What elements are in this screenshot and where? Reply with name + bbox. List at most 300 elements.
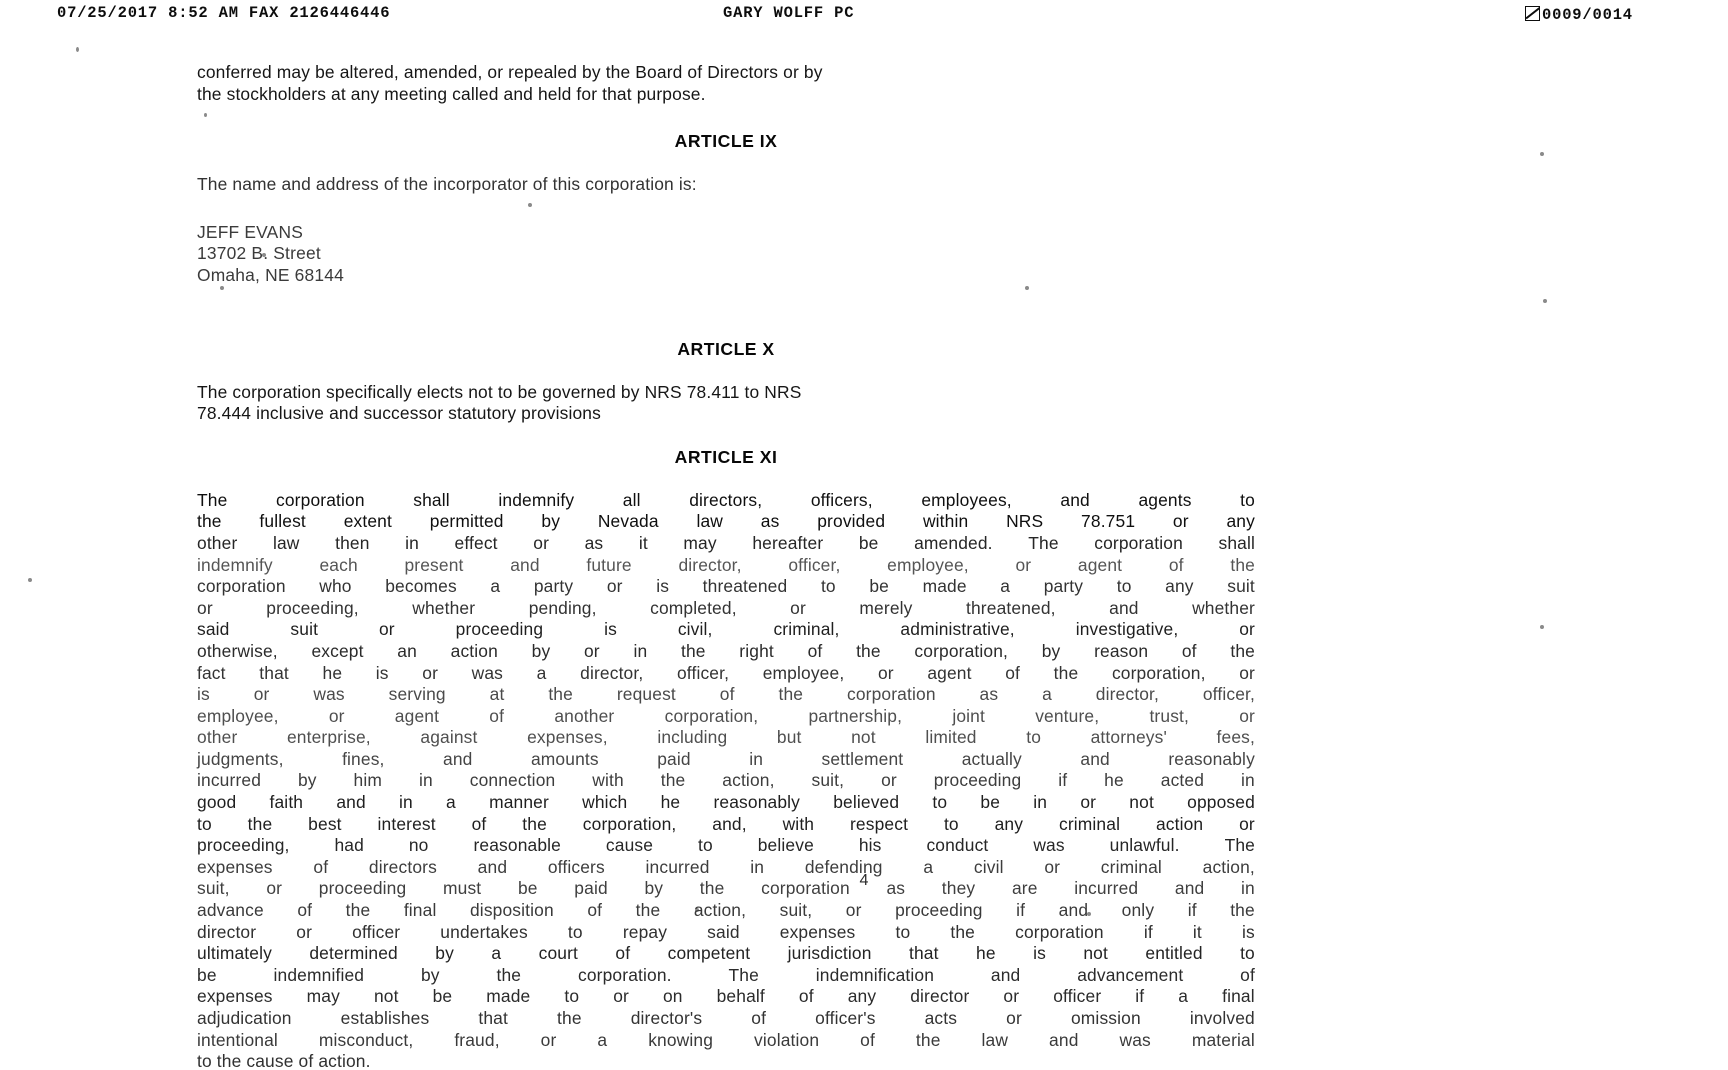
word: investigative, [1075,619,1179,640]
article-xi-line [197,943,1255,965]
word: law [981,1029,1009,1050]
word: suit, [197,878,230,899]
word: director [197,921,257,942]
article-xi-line [197,511,1255,533]
word: action [1155,813,1204,834]
word: action, [693,900,747,921]
word: and [1060,489,1090,510]
document-body [197,62,1255,1070]
word: directors [368,856,437,877]
word: and [1109,597,1139,618]
word: be [980,792,1001,813]
word: be [197,964,217,985]
article-xi-paragraph [197,490,1255,1070]
word: a [1000,576,1011,597]
word: not [373,986,399,1007]
incorporator-name: JEFF EVANS [197,221,304,242]
word: jurisdiction [787,943,872,964]
word: criminal, [773,619,840,640]
word: if [1058,770,1068,791]
word: a [536,662,547,683]
word: or [328,705,345,726]
word: and [510,554,540,575]
word: he [976,943,996,964]
word: each [319,554,358,575]
word: of [719,684,735,705]
word: by [297,770,317,791]
word: said [707,921,740,942]
word: other [197,727,238,748]
word: that [478,1008,508,1028]
article-xi-line [197,770,1255,792]
word: another [554,705,615,726]
scan-artifact-speck [28,578,32,582]
word: on [662,986,683,1007]
word: completed, [650,597,737,618]
word: entitled [1145,943,1203,964]
word: agent [1077,554,1123,575]
word: and [477,856,508,877]
word: to [1026,727,1042,748]
word: then [335,532,370,553]
word: director [910,986,970,1007]
word: amended. [914,532,993,553]
word: had [334,835,364,856]
word: which [582,792,628,813]
word: or [790,597,806,618]
word: the [557,1008,582,1028]
word: final [1222,986,1255,1007]
word: good [197,792,237,813]
word: must [443,878,482,899]
word: material [1191,1029,1255,1050]
word: with [782,813,815,834]
word: if [1143,921,1153,942]
word: or [583,640,600,661]
article-xi-line [197,727,1255,749]
word: or [422,662,439,683]
word: in [1240,770,1255,791]
word: if [1187,900,1197,921]
word: whether [1192,597,1255,618]
word: is [1033,943,1046,964]
word: by [644,878,664,899]
word: and, [712,813,747,834]
word: unlawful. [1109,835,1180,856]
word: officers, [810,489,873,510]
word: a [446,792,456,813]
word: attorneys' [1090,727,1167,748]
word: a [1178,986,1189,1007]
word: if [1135,986,1145,1007]
article-xi-heading: ARTICLE XI [674,446,778,467]
word: expenses [197,986,273,1007]
word: threatened [702,576,788,597]
word: or [197,597,213,618]
article-xi-line [197,663,1255,685]
article-xi-line [197,555,1255,577]
word: by [420,964,440,985]
word: is [604,619,617,640]
word: it [1192,921,1202,942]
word: effect [454,532,498,553]
incorporator-street: 13702 B. Street [197,243,321,264]
fax-page-count-text: 0009/0014 [1542,6,1633,24]
word: or [540,1029,557,1050]
word: indemnification [815,964,935,985]
word: in [405,532,419,553]
word: the [660,770,686,791]
word: corporation, [1111,662,1206,683]
article-xi-line [197,749,1255,771]
word: officer, [1202,684,1255,705]
word: or [533,532,550,553]
word: acts [924,1008,958,1028]
word: officer, [788,554,841,575]
continued-paragraph-line: conferred may be altered, amended, or repealed by the Board of Directors or by [197,62,823,82]
word: to [1116,576,1132,597]
scan-artifact-speck [1543,299,1547,303]
word: he [660,792,681,813]
article-xi-line [197,684,1255,706]
word: and [1058,900,1089,921]
page-number: 4 [859,872,869,889]
word: was [1119,1029,1151,1050]
word: corporation [1094,532,1183,553]
word: as [979,684,999,705]
fax-header-timestamp-and-number: 07/25/2017 8:52 AM FAX 2126446446 [57,4,391,22]
word: a [491,943,502,964]
word: of [860,1029,875,1050]
word: may [683,532,717,553]
word: to [567,921,583,942]
word: ultimately [197,943,272,964]
word: party [533,576,574,597]
word: within [922,511,969,532]
word: joint [952,705,985,726]
article-xi-line [197,619,1255,641]
word: the [247,813,273,834]
word: at [489,684,505,705]
word: an [397,640,417,661]
word: by [435,943,454,964]
word: officers [547,856,605,877]
word: or [1006,1008,1022,1028]
word: omission [1070,1008,1141,1028]
word: threatened, [966,597,1056,618]
word: he [1104,770,1124,791]
word: involved [1189,1008,1255,1028]
word: law [696,511,723,532]
word: officer [352,921,401,942]
word: of [313,856,329,877]
word: a [490,576,501,597]
article-xi-line [197,965,1255,987]
word: or [1239,662,1255,683]
word: by [541,511,561,532]
word: suit [1227,576,1255,597]
word: present [404,554,464,575]
word: are [1011,878,1038,899]
word: any [994,813,1024,834]
word: or [378,619,395,640]
word: action, [1202,856,1255,877]
word: amounts [530,748,599,769]
word: of [751,1008,767,1028]
article-xi-line [197,986,1255,1008]
word: paid [657,748,691,769]
word: reason [1094,640,1149,661]
word: reasonable [473,835,561,856]
word: final [403,900,437,921]
word: his [858,835,882,856]
word: in [1033,792,1048,813]
word: reasonably [713,792,801,813]
word: or [881,770,897,791]
word: proceeding, [197,835,290,856]
word: limited [925,727,977,748]
word: The [1224,835,1255,856]
word: to [1240,489,1255,510]
word: manner [489,792,549,813]
article-xi-line [197,814,1255,836]
word: director, [1095,684,1159,705]
word: or [1015,554,1032,575]
word: intentional [197,1029,278,1050]
word: proceeding [933,770,1022,791]
word: undertakes [440,921,528,942]
word: competent [667,943,751,964]
word: or [845,900,862,921]
article-xi-line [197,490,1255,512]
word: who [319,576,352,597]
word: determined [309,943,398,964]
word: proceeding, [266,597,359,618]
word: proceeding [455,619,544,640]
word: judgments, [197,748,284,769]
word: of [297,900,313,921]
word: the [856,640,881,661]
article-ix-intro: The name and address of the incorporator of this corporation is: [197,174,697,195]
word: to [1240,943,1255,964]
word: directors, [689,489,763,510]
word: not [1083,943,1108,964]
word: or [1080,792,1097,813]
article-x-line: The corporation specifically elects not to be governed by NRS 78.411 to NRS [197,381,802,402]
word: the [699,878,725,899]
article-xi-line [197,533,1255,555]
word: advancement [1077,964,1184,985]
word: by [1041,640,1061,661]
article-xi-line [197,792,1255,814]
continued-paragraph-line: the stockholders at any meeting called and held for that purpose. [197,83,706,104]
word: fees, [1216,727,1255,748]
word: 78.751 [1081,511,1136,532]
word: is [375,662,389,683]
word: except [311,640,364,661]
word: suit, [779,900,813,921]
word: they [941,878,976,899]
word: knowing [648,1029,714,1050]
word: agent [394,705,440,726]
word: or [1003,986,1020,1007]
word: Nevada [597,511,659,532]
word: establishes [340,1008,430,1028]
word: any [1165,576,1194,597]
word: the [680,640,706,661]
word: the [496,964,522,985]
word: extent [343,511,392,532]
incorporator-city-state-zip: Omaha, NE 68144 [197,264,345,285]
word: provided [817,511,886,532]
word: any [847,986,877,1007]
word: fines, [342,748,385,769]
word: officer, [676,662,730,683]
word: The [197,489,228,510]
word: against [420,727,478,748]
article-xi-line [197,598,1255,620]
word: a [923,856,934,877]
word: director, [678,554,742,575]
fax-page-marker-icon [1525,6,1540,21]
word: in [750,856,765,877]
article-x-line: 78.444 inclusive and successor statutory provisions [197,403,601,424]
scan-artifact-speck [1540,625,1544,629]
word: acted [1160,770,1205,791]
word: reasonably [1168,748,1255,769]
word: to [197,813,212,834]
word: may [306,986,340,1007]
continued-paragraph [197,62,1255,105]
word: believed [833,792,900,813]
word: in [633,640,648,661]
word: partnership, [808,705,903,726]
word: other [197,532,238,553]
word: expenses [779,921,856,942]
word: fullest [259,511,306,532]
word: defending [804,856,883,877]
word: disposition [469,900,554,921]
word: incurred [1074,878,1139,899]
word: adjudication [197,1008,292,1028]
word: indemnify [197,554,273,575]
word: as [886,878,906,899]
word: employees, [921,489,1012,510]
word: action, [722,770,775,791]
word: suit [290,619,319,640]
word: of [587,900,603,921]
word: opposed [1187,792,1255,813]
word: respect [849,813,909,834]
word: the [197,511,222,532]
word: corporation, [582,813,677,834]
word: a [597,1029,608,1050]
word: in [749,748,764,769]
word: said [197,619,230,640]
article-xi-line [197,900,1255,922]
word: or [1239,705,1255,726]
word: of [615,943,631,964]
word: he [322,662,343,683]
word: NRS [1006,511,1044,532]
word: action [450,640,498,661]
word: with [592,770,624,791]
word: any [1226,511,1255,532]
word: the [345,900,371,921]
word: of [471,813,487,834]
word: all [622,489,641,510]
word: behalf [716,986,765,1007]
word: violation [754,1029,820,1050]
word: becomes [385,576,457,597]
word: believe [757,835,814,856]
word: including [657,727,728,748]
word: to [895,921,911,942]
word: employee, [197,705,279,726]
word: that [259,662,289,683]
word: to [698,835,713,856]
word: or [1172,511,1189,532]
word: no [408,835,429,856]
word: or [606,576,623,597]
word: proceeding [318,878,407,899]
word: paid [574,878,608,899]
word: that [908,943,939,964]
word: actually [961,748,1022,769]
word: cause [605,835,654,856]
word: be [869,576,889,597]
word: suit, [811,770,845,791]
word: as [584,532,604,553]
word: was [471,662,504,683]
word: be [517,878,538,899]
incorporator-address-block [197,222,1255,287]
word: fact [197,662,226,683]
word: be [432,986,453,1007]
word: and [443,748,473,769]
word: a [1042,684,1052,705]
word: enterprise, [286,727,371,748]
word: was [313,684,345,705]
word: corporation [761,878,850,899]
word: party [1043,576,1084,597]
word: and [336,792,366,813]
word: otherwise, [197,640,278,661]
word: connection [469,770,556,791]
word: court [538,943,579,964]
word: law [272,532,300,553]
word: faith [269,792,304,813]
word: civil [973,856,1004,877]
word: or [1239,619,1255,640]
word: shall [1218,532,1255,553]
word: only [1121,900,1155,921]
word: of [807,640,823,661]
word: future [586,554,632,575]
word: incurred [645,856,710,877]
word: or [613,986,629,1007]
article-xi-line [197,1008,1255,1030]
word: to [932,792,948,813]
word: corporation [846,684,936,705]
word: or [296,921,313,942]
article-xi-line [197,641,1255,663]
word: agent [927,662,972,683]
word: made [486,986,531,1007]
word: misconduct, [318,1029,414,1050]
word: The [1028,532,1059,553]
word: fraud, [454,1029,500,1050]
